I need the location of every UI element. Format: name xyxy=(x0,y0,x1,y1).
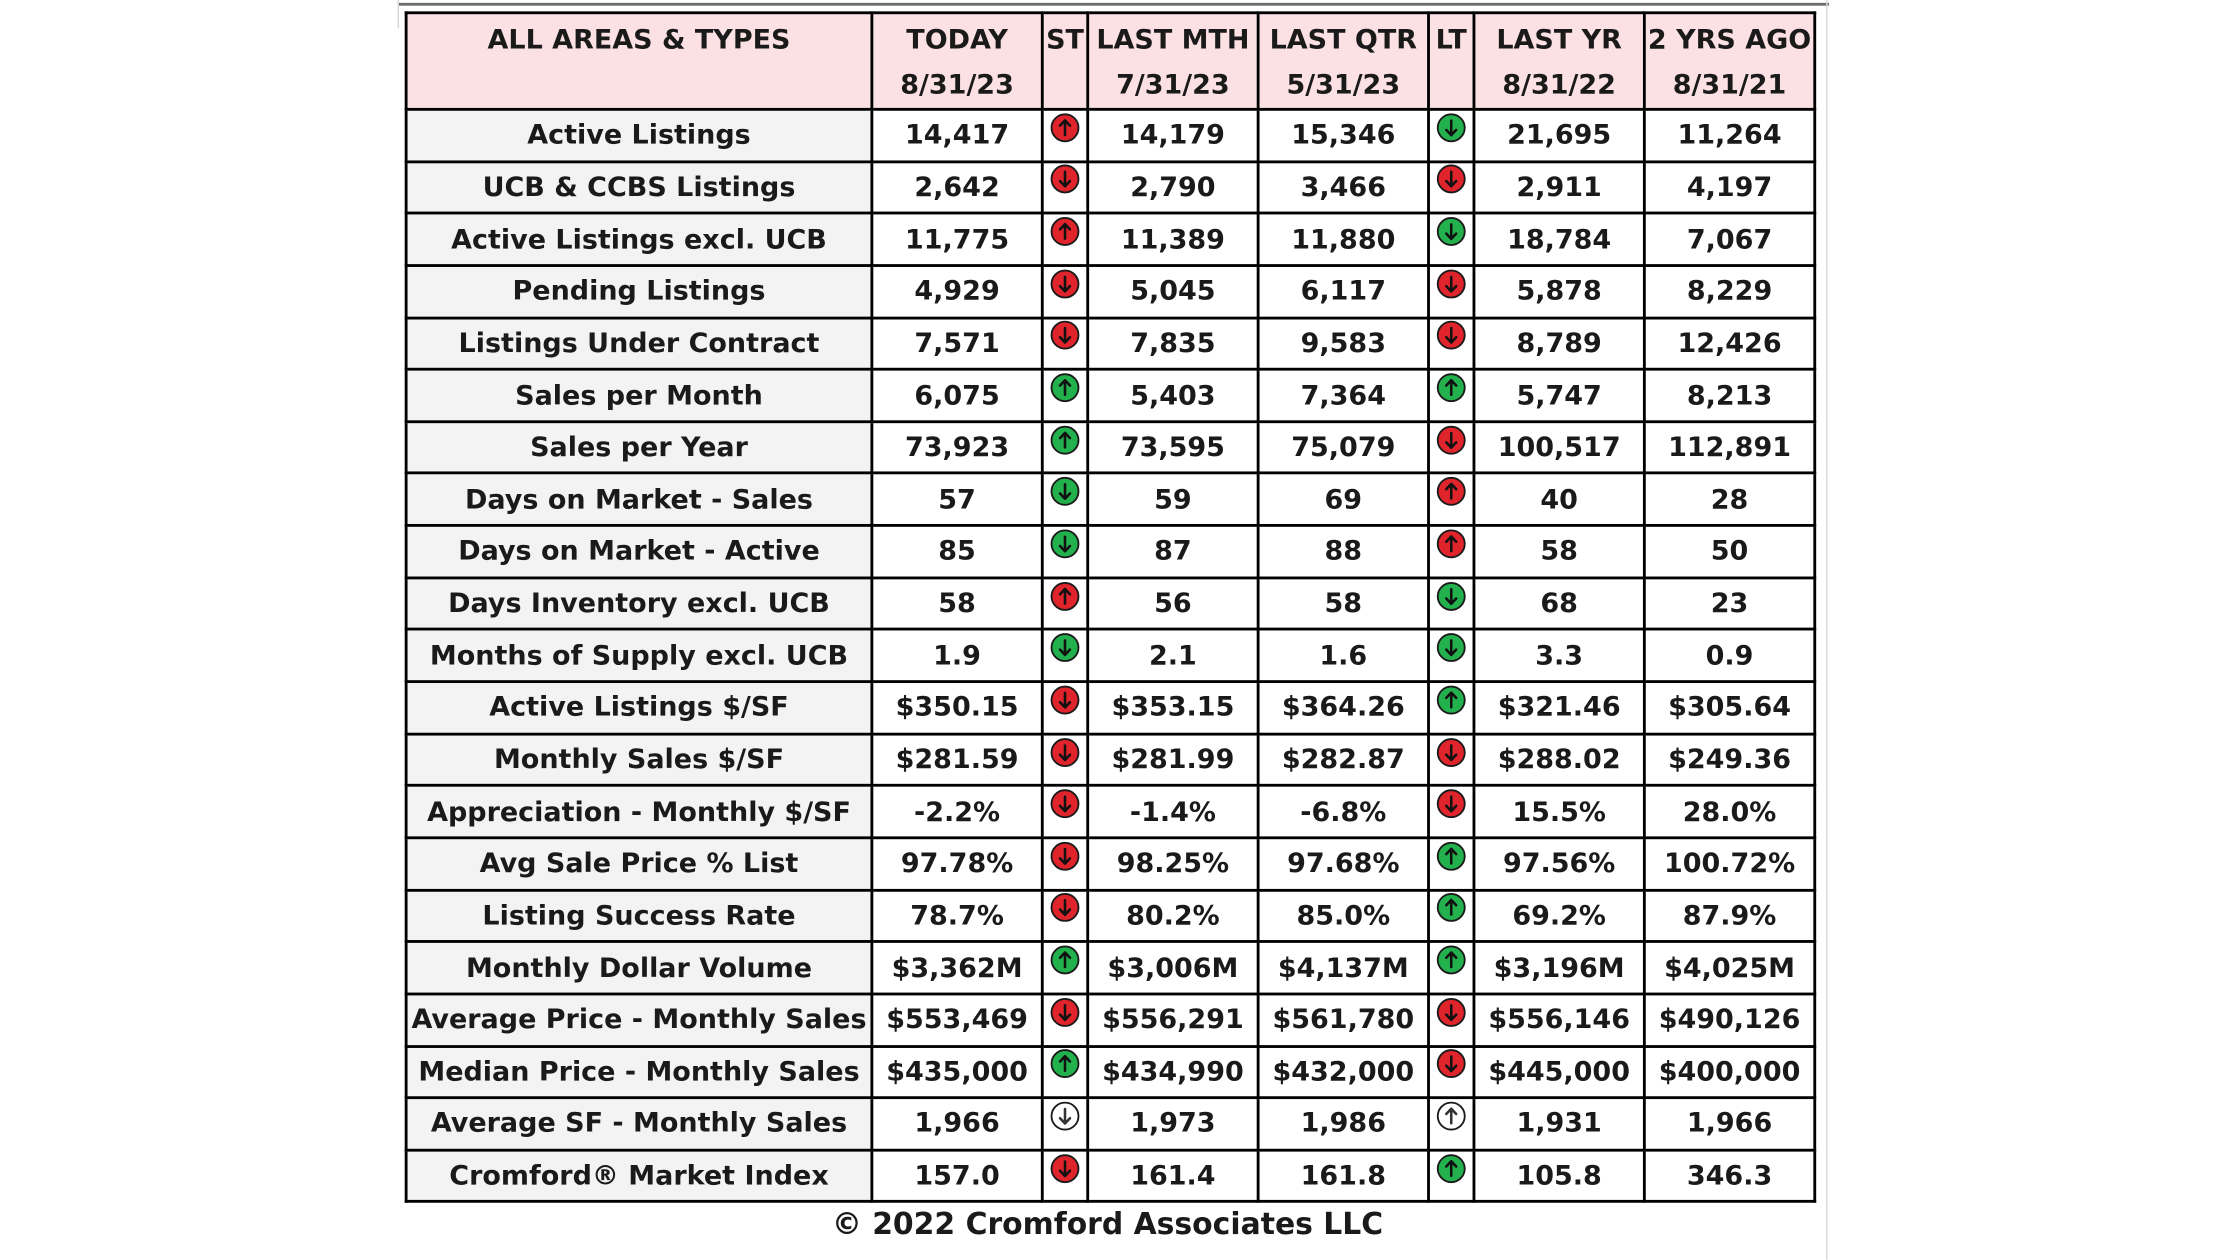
arrow-down-icon xyxy=(1049,736,1080,767)
cell-last-qtr: 58 xyxy=(1258,578,1428,630)
arrow-down-icon xyxy=(1049,1100,1080,1131)
arrow-up-icon xyxy=(1049,216,1080,247)
cell-today: $350.15 xyxy=(872,682,1042,734)
row-label: Sales per Month xyxy=(406,369,872,421)
cell-two-yrs-ago: 23 xyxy=(1644,578,1814,630)
arrow-down-icon xyxy=(1049,320,1080,351)
cell-today: 6,075 xyxy=(872,369,1042,421)
arrow-up-icon xyxy=(1049,580,1080,611)
table-body xyxy=(406,109,1815,1202)
arrow-up-icon xyxy=(1049,424,1080,455)
market-stats-table xyxy=(405,11,1816,1203)
table-row xyxy=(406,734,1815,786)
cell-last-mth: 5,403 xyxy=(1088,369,1258,421)
cell-last-qtr: 11,880 xyxy=(1258,213,1428,265)
st-trend xyxy=(1042,838,1087,890)
st-trend xyxy=(1042,786,1087,838)
lt-trend xyxy=(1429,786,1474,838)
cell-last-yr: 21,695 xyxy=(1474,109,1644,161)
cell-two-yrs-ago: 28 xyxy=(1644,474,1814,526)
st-trend xyxy=(1042,422,1087,474)
cell-two-yrs-ago: 8,213 xyxy=(1644,369,1814,421)
table-row xyxy=(406,317,1815,369)
table-row xyxy=(406,890,1815,942)
left-border-line xyxy=(398,0,399,28)
row-label: Active Listings excl. UCB xyxy=(406,213,872,265)
arrow-down-icon xyxy=(1436,112,1467,143)
table-header xyxy=(406,13,1815,110)
st-trend xyxy=(1042,265,1087,317)
cell-last-mth: 56 xyxy=(1088,578,1258,630)
lt-trend xyxy=(1429,422,1474,474)
cell-last-mth: 87 xyxy=(1088,526,1258,578)
arrow-down-icon xyxy=(1049,684,1080,715)
cell-today: $3,362M xyxy=(872,942,1042,994)
cell-last-qtr: 161.8 xyxy=(1258,1150,1428,1202)
table-row xyxy=(406,109,1815,161)
arrow-up-icon xyxy=(1049,1048,1080,1079)
cell-today: 1.9 xyxy=(872,630,1042,682)
cell-today: 97.78% xyxy=(872,838,1042,890)
arrow-up-icon xyxy=(1436,892,1467,923)
arrow-down-icon xyxy=(1049,632,1080,663)
table-row xyxy=(406,1046,1815,1098)
arrow-up-icon xyxy=(1436,840,1467,871)
table-row xyxy=(406,526,1815,578)
table-row xyxy=(406,942,1815,994)
lt-trend xyxy=(1429,474,1474,526)
lt-trend xyxy=(1429,734,1474,786)
arrow-down-icon xyxy=(1436,996,1467,1027)
cell-last-mth: 73,595 xyxy=(1088,422,1258,474)
cell-last-yr: $288.02 xyxy=(1474,734,1644,786)
cell-last-mth: $556,291 xyxy=(1088,994,1258,1046)
cell-two-yrs-ago: $400,000 xyxy=(1644,1046,1814,1098)
cell-last-qtr: 6,117 xyxy=(1258,265,1428,317)
row-label: Listings Under Contract xyxy=(406,317,872,369)
st-trend xyxy=(1042,369,1087,421)
cell-last-qtr: 69 xyxy=(1258,474,1428,526)
cell-two-yrs-ago: 1,966 xyxy=(1644,1098,1814,1150)
cell-last-qtr: $364.26 xyxy=(1258,682,1428,734)
cell-today: $553,469 xyxy=(872,994,1042,1046)
cell-two-yrs-ago: $305.64 xyxy=(1644,682,1814,734)
cell-last-qtr: $4,137M xyxy=(1258,942,1428,994)
lt-trend xyxy=(1429,942,1474,994)
table-row xyxy=(406,265,1815,317)
cell-last-mth: 59 xyxy=(1088,474,1258,526)
arrow-up-icon xyxy=(1436,528,1467,559)
st-trend xyxy=(1042,1150,1087,1202)
row-label: Monthly Sales $/SF xyxy=(406,734,872,786)
cell-last-yr: $321.46 xyxy=(1474,682,1644,734)
st-trend xyxy=(1042,994,1087,1046)
cell-two-yrs-ago: 12,426 xyxy=(1644,317,1814,369)
lt-trend xyxy=(1429,109,1474,161)
row-label: Monthly Dollar Volume xyxy=(406,942,872,994)
cell-last-mth: 11,389 xyxy=(1088,213,1258,265)
cell-last-qtr: 3,466 xyxy=(1258,161,1428,213)
cell-today: 85 xyxy=(872,526,1042,578)
st-trend xyxy=(1042,630,1087,682)
st-trend xyxy=(1042,1098,1087,1150)
arrow-down-icon xyxy=(1436,580,1467,611)
header-today xyxy=(872,13,1042,110)
header-last-mth-label: LAST MTH xyxy=(1096,24,1250,56)
row-label: Cromford® Market Index xyxy=(406,1150,872,1202)
cell-two-yrs-ago: 87.9% xyxy=(1644,890,1814,942)
cell-last-mth: 2.1 xyxy=(1088,630,1258,682)
st-trend xyxy=(1042,213,1087,265)
cell-today: -2.2% xyxy=(872,786,1042,838)
st-trend xyxy=(1042,942,1087,994)
header-last-yr-date: 8/31/22 xyxy=(1502,69,1616,101)
cell-two-yrs-ago: 346.3 xyxy=(1644,1150,1814,1202)
cell-last-qtr: 1,986 xyxy=(1258,1098,1428,1150)
header-last-mth xyxy=(1088,13,1258,110)
header-area-label: ALL AREAS & TYPES xyxy=(406,13,872,110)
cell-two-yrs-ago: $490,126 xyxy=(1644,994,1814,1046)
cell-last-yr: 1,931 xyxy=(1474,1098,1644,1150)
cell-two-yrs-ago: 4,197 xyxy=(1644,161,1814,213)
cell-last-qtr: $282.87 xyxy=(1258,734,1428,786)
cell-today: 2,642 xyxy=(872,161,1042,213)
cell-last-yr: 40 xyxy=(1474,474,1644,526)
arrow-down-icon xyxy=(1049,476,1080,507)
arrow-down-icon xyxy=(1436,424,1467,455)
cell-last-qtr: 75,079 xyxy=(1258,422,1428,474)
cell-last-yr: 5,747 xyxy=(1474,369,1644,421)
header-today-label: TODAY xyxy=(906,24,1008,56)
cell-last-yr: 68 xyxy=(1474,578,1644,630)
arrow-down-icon xyxy=(1049,1153,1080,1184)
cell-two-yrs-ago: 8,229 xyxy=(1644,265,1814,317)
cell-last-yr: 2,911 xyxy=(1474,161,1644,213)
cell-last-yr: 15.5% xyxy=(1474,786,1644,838)
st-trend xyxy=(1042,682,1087,734)
header-today-date: 8/31/23 xyxy=(900,69,1014,101)
cell-last-mth: 98.25% xyxy=(1088,838,1258,890)
row-label: Days on Market - Active xyxy=(406,526,872,578)
cell-last-mth: 1,973 xyxy=(1088,1098,1258,1150)
cell-last-mth: $3,006M xyxy=(1088,942,1258,994)
arrow-down-icon xyxy=(1436,164,1467,195)
arrow-up-icon xyxy=(1436,372,1467,403)
table-row xyxy=(406,1098,1815,1150)
cell-two-yrs-ago: 112,891 xyxy=(1644,422,1814,474)
arrow-down-icon xyxy=(1436,216,1467,247)
cell-last-yr: 100,517 xyxy=(1474,422,1644,474)
table-row xyxy=(406,161,1815,213)
arrow-down-icon xyxy=(1049,788,1080,819)
cell-last-qtr: 88 xyxy=(1258,526,1428,578)
lt-trend xyxy=(1429,1098,1474,1150)
lt-trend xyxy=(1429,1046,1474,1098)
header-last-yr-label: LAST YR xyxy=(1496,24,1622,56)
cell-last-mth: 14,179 xyxy=(1088,109,1258,161)
lt-trend xyxy=(1429,526,1474,578)
arrow-up-icon xyxy=(1436,944,1467,975)
row-label: UCB & CCBS Listings xyxy=(406,161,872,213)
copyright-text: © 2022 Cromford Associates LLC xyxy=(831,1207,1384,1242)
header-last-qtr xyxy=(1258,13,1428,110)
arrow-up-icon xyxy=(1436,1100,1467,1131)
arrow-down-icon xyxy=(1049,268,1080,299)
header-last-mth-date: 7/31/23 xyxy=(1116,69,1230,101)
cell-two-yrs-ago: 11,264 xyxy=(1644,109,1814,161)
cell-last-qtr: 9,583 xyxy=(1258,317,1428,369)
top-border-line xyxy=(398,3,1829,6)
row-label: Active Listings $/SF xyxy=(406,682,872,734)
cell-last-qtr: 85.0% xyxy=(1258,890,1428,942)
cell-today: 11,775 xyxy=(872,213,1042,265)
row-label: Average Price - Monthly Sales xyxy=(406,994,872,1046)
arrow-up-icon xyxy=(1049,944,1080,975)
row-label: Appreciation - Monthly $/SF xyxy=(406,786,872,838)
row-label: Days Inventory excl. UCB xyxy=(406,578,872,630)
cell-today: 14,417 xyxy=(872,109,1042,161)
st-trend xyxy=(1042,526,1087,578)
row-label: Pending Listings xyxy=(406,265,872,317)
header-two-yrs-date: 8/31/21 xyxy=(1672,69,1787,101)
lt-trend xyxy=(1429,682,1474,734)
cell-two-yrs-ago: 28.0% xyxy=(1644,786,1814,838)
lt-trend xyxy=(1429,890,1474,942)
arrow-down-icon xyxy=(1436,736,1467,767)
cell-last-yr: 18,784 xyxy=(1474,213,1644,265)
cell-today: 4,929 xyxy=(872,265,1042,317)
cell-last-qtr: 1.6 xyxy=(1258,630,1428,682)
header-two-yrs-label: 2 YRS AGO xyxy=(1647,24,1812,56)
cell-last-qtr: 7,364 xyxy=(1258,369,1428,421)
lt-trend xyxy=(1429,630,1474,682)
cell-two-yrs-ago: 0.9 xyxy=(1644,630,1814,682)
cell-two-yrs-ago: 7,067 xyxy=(1644,213,1814,265)
cell-last-mth: 7,835 xyxy=(1088,317,1258,369)
cell-last-yr: 8,789 xyxy=(1474,317,1644,369)
table-row xyxy=(406,994,1815,1046)
header-lt-label: LT xyxy=(1435,24,1467,56)
arrow-down-icon xyxy=(1436,1048,1467,1079)
table-row xyxy=(406,682,1815,734)
cell-last-mth: 5,045 xyxy=(1088,265,1258,317)
lt-trend xyxy=(1429,1150,1474,1202)
lt-trend xyxy=(1429,213,1474,265)
lt-trend xyxy=(1429,578,1474,630)
row-label: Months of Supply excl. UCB xyxy=(406,630,872,682)
cell-last-mth: 80.2% xyxy=(1088,890,1258,942)
arrow-up-icon xyxy=(1436,1153,1467,1184)
row-label: Listing Success Rate xyxy=(406,890,872,942)
arrow-down-icon xyxy=(1049,528,1080,559)
cell-last-qtr: $432,000 xyxy=(1258,1046,1428,1098)
arrow-down-icon xyxy=(1049,840,1080,871)
cell-today: 78.7% xyxy=(872,890,1042,942)
cell-two-yrs-ago: 100.72% xyxy=(1644,838,1814,890)
cell-two-yrs-ago: $4,025M xyxy=(1644,942,1814,994)
cell-last-yr: $556,146 xyxy=(1474,994,1644,1046)
row-label: Average SF - Monthly Sales xyxy=(406,1098,872,1150)
cell-last-qtr: -6.8% xyxy=(1258,786,1428,838)
table-row xyxy=(406,422,1815,474)
st-trend xyxy=(1042,578,1087,630)
table-row xyxy=(406,838,1815,890)
cell-two-yrs-ago: $249.36 xyxy=(1644,734,1814,786)
cell-today: 1,966 xyxy=(872,1098,1042,1150)
lt-trend xyxy=(1429,369,1474,421)
header-lt xyxy=(1429,13,1474,110)
cell-last-yr: 69.2% xyxy=(1474,890,1644,942)
right-border-line xyxy=(1826,0,1827,1260)
lt-trend xyxy=(1429,317,1474,369)
header-st xyxy=(1042,13,1087,110)
cell-last-yr: 5,878 xyxy=(1474,265,1644,317)
cell-two-yrs-ago: 50 xyxy=(1644,526,1814,578)
st-trend xyxy=(1042,317,1087,369)
cell-last-yr: 97.56% xyxy=(1474,838,1644,890)
cell-today: $281.59 xyxy=(872,734,1042,786)
arrow-up-icon xyxy=(1049,372,1080,403)
arrow-down-icon xyxy=(1049,164,1080,195)
arrow-up-icon xyxy=(1436,684,1467,715)
cell-last-qtr: 97.68% xyxy=(1258,838,1428,890)
table-row xyxy=(406,578,1815,630)
cell-last-yr: $3,196M xyxy=(1474,942,1644,994)
cell-today: 57 xyxy=(872,474,1042,526)
header-last-qtr-label: LAST QTR xyxy=(1269,24,1418,56)
arrow-down-icon xyxy=(1049,892,1080,923)
cell-today: 58 xyxy=(872,578,1042,630)
table-row xyxy=(406,369,1815,421)
cell-last-mth: $434,990 xyxy=(1088,1046,1258,1098)
header-two-yrs xyxy=(1644,13,1814,110)
cell-last-yr: 58 xyxy=(1474,526,1644,578)
row-label: Median Price - Monthly Sales xyxy=(406,1046,872,1098)
arrow-up-icon xyxy=(1049,112,1080,143)
cell-today: 157.0 xyxy=(872,1150,1042,1202)
arrow-down-icon xyxy=(1049,996,1080,1027)
cell-last-yr: 3.3 xyxy=(1474,630,1644,682)
arrow-up-icon xyxy=(1436,476,1467,507)
st-trend xyxy=(1042,109,1087,161)
cell-last-yr: 105.8 xyxy=(1474,1150,1644,1202)
st-trend xyxy=(1042,1046,1087,1098)
cell-today: 7,571 xyxy=(872,317,1042,369)
header-last-yr xyxy=(1474,13,1644,110)
header-last-qtr-date: 5/31/23 xyxy=(1286,69,1401,101)
lt-trend xyxy=(1429,838,1474,890)
arrow-down-icon xyxy=(1436,320,1467,351)
lt-trend xyxy=(1429,161,1474,213)
cell-last-yr: $445,000 xyxy=(1474,1046,1644,1098)
table-row xyxy=(406,786,1815,838)
cell-last-qtr: $561,780 xyxy=(1258,994,1428,1046)
cell-last-mth: $353.15 xyxy=(1088,682,1258,734)
cell-today: 73,923 xyxy=(872,422,1042,474)
st-trend xyxy=(1042,734,1087,786)
st-trend xyxy=(1042,474,1087,526)
cell-last-mth: 2,790 xyxy=(1088,161,1258,213)
table-row xyxy=(406,474,1815,526)
st-trend xyxy=(1042,161,1087,213)
cell-last-mth: 161.4 xyxy=(1088,1150,1258,1202)
cell-last-mth: -1.4% xyxy=(1088,786,1258,838)
row-label: Avg Sale Price % List xyxy=(406,838,872,890)
st-trend xyxy=(1042,890,1087,942)
row-label: Active Listings xyxy=(406,109,872,161)
cell-last-mth: $281.99 xyxy=(1088,734,1258,786)
lt-trend xyxy=(1429,994,1474,1046)
table-row xyxy=(406,1150,1815,1202)
cell-today: $435,000 xyxy=(872,1046,1042,1098)
arrow-down-icon xyxy=(1436,632,1467,663)
row-label: Days on Market - Sales xyxy=(406,474,872,526)
lt-trend xyxy=(1429,265,1474,317)
header-st-label: ST xyxy=(1046,24,1084,56)
table-row xyxy=(406,213,1815,265)
arrow-down-icon xyxy=(1436,268,1467,299)
arrow-down-icon xyxy=(1436,788,1467,819)
table-row xyxy=(406,630,1815,682)
row-label: Sales per Year xyxy=(406,422,872,474)
cell-last-qtr: 15,346 xyxy=(1258,109,1428,161)
